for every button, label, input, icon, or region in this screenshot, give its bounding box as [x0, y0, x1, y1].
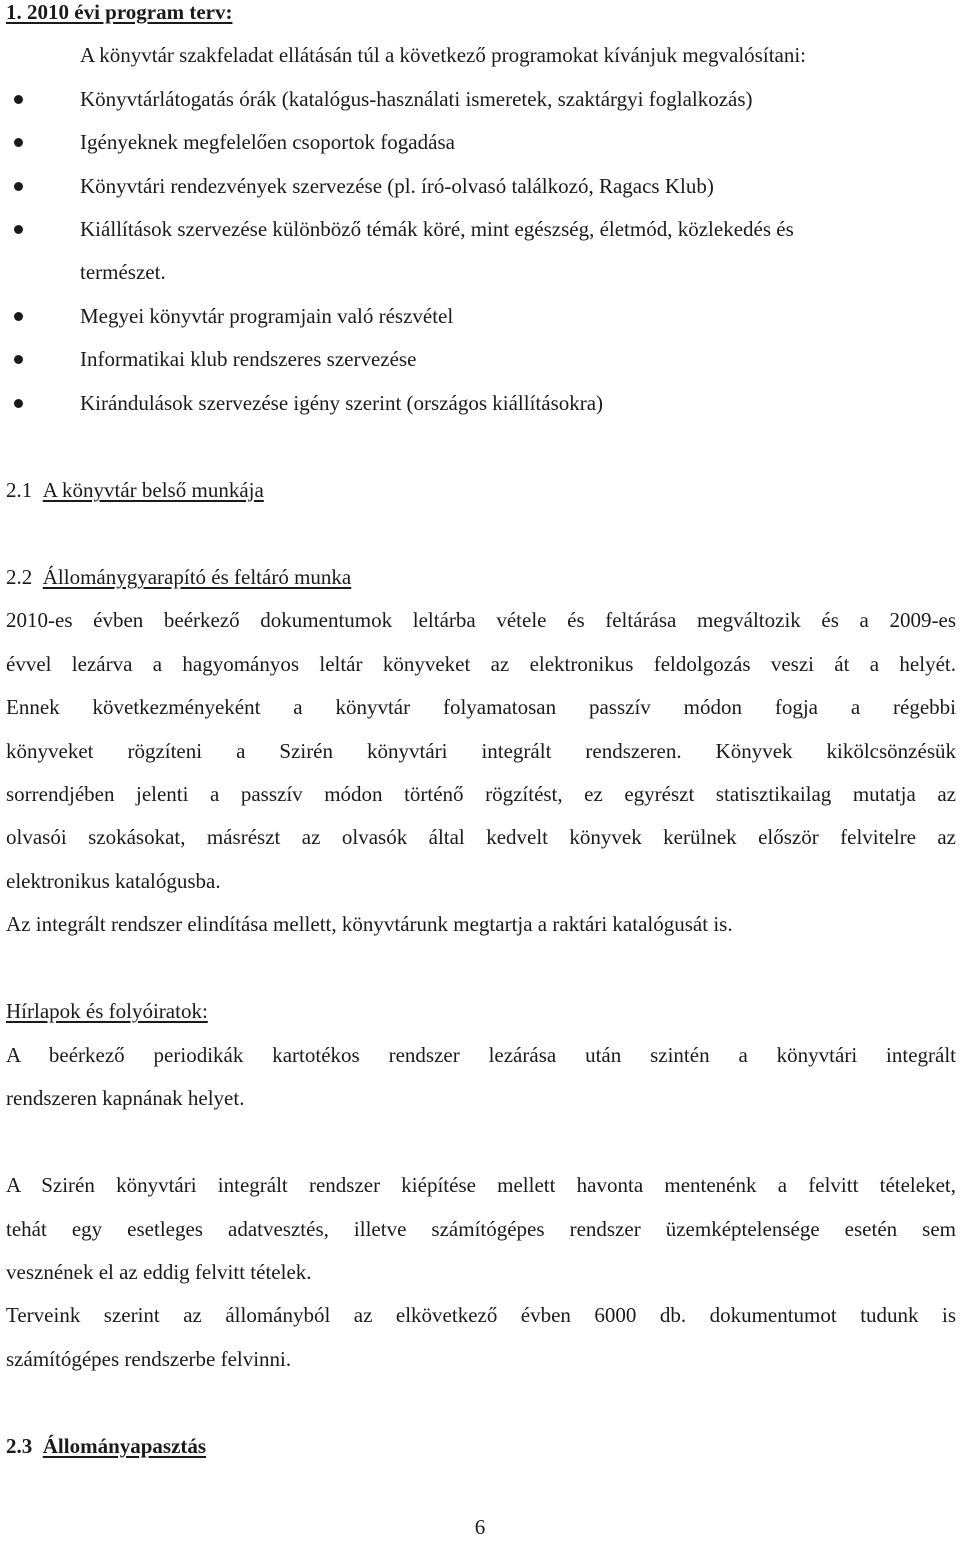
bullet-text-continuation: természet.	[80, 260, 166, 284]
bullet-text: Informatikai klub rendszeres szervezése	[80, 347, 417, 371]
paragraph-line: sorrendjében jelenti a passzív módon történő rögzítést, ez egyrészt statisztikailag mutatja az	[6, 782, 956, 806]
bullet-dot-icon	[14, 225, 23, 234]
section-2-3-heading: 2.3 Állományapasztás	[6, 1434, 207, 1458]
section-2-1-heading: 2.1 A könyvtár belső munkája	[6, 478, 264, 502]
bullet-dot-icon	[14, 312, 23, 321]
bullet-text: Igényeknek megfelelően csoportok fogadása	[80, 130, 455, 154]
paragraph-line: elektronikus katalógusba.	[6, 869, 221, 893]
intro-text: A könyvtár szakfeladat ellátásán túl a következő programokat kívánjuk megvalósítani:	[80, 43, 807, 67]
paragraph-line: számítógépes rendszerbe felvinni.	[6, 1347, 292, 1371]
paragraph-text: Az integrált rendszer elindítása mellett, könyvtárunk megtartja a raktári katalógusát is.	[6, 912, 733, 936]
section-2-2-heading: 2.2 Állománygyarapító és feltáró munka	[6, 565, 352, 589]
bullet-text: Könyvtárlátogatás órák (katalógus-használati ismeretek, szaktárgyi foglalkozás)	[80, 87, 753, 111]
bullet-dot-icon	[14, 399, 23, 408]
section-1-heading: 1. 2010 évi program terv:	[6, 0, 233, 24]
paragraph-line: A Szirén könyvtári integrált rendszer kiépítése mellett havonta mentenénk a felvitt tételeket,	[6, 1173, 956, 1197]
bullet-text: Kiállítások szervezése különböző témák köré, mint egészség, életmód, közlekedés és	[80, 217, 794, 241]
bullet-text: Megyei könyvtár programjain való részvétel	[80, 304, 454, 328]
bullet-text: Könyvtári rendezvények szervezése (pl. író-olvasó találkozó, Ragacs Klub)	[80, 174, 714, 198]
paragraph-line: vesznének el az eddig felvitt tételek.	[6, 1260, 312, 1284]
paragraph-line: évvel lezárva a hagyományos leltár könyveket az elektronikus feldolgozás veszi át a helyét.	[6, 652, 956, 676]
paragraph-line: tehát egy esetleges adatvesztés, illetve számítógépes rendszer üzemképtelensége esetén sem	[6, 1217, 956, 1241]
paragraph-line: olvasói szokásokat, másrészt az olvasók által kedvelt könyvek kerülnek először felvitelre az	[6, 825, 956, 849]
paragraph-line: A beérkező periodikák kartotékos rendszer lezárása után szintén a könyvtári integrált	[6, 1043, 956, 1067]
bullet-text: Kirándulások szervezése igény szerint (országos kiállításokra)	[80, 391, 604, 415]
bullet-dot-icon	[14, 182, 23, 191]
paragraph-line: könyveket rögzíteni a Szirén könyvtári integrált rendszeren. Könyvek kikölcsönzésük	[6, 739, 956, 763]
paragraph-line: 2010-es évben beérkező dokumentumok leltárba vétele és feltárása megváltozik és a 2009-es	[6, 608, 956, 632]
paragraph-line: Terveink szerint az állományból az elkövetkező évben 6000 db. dokumentumot tudunk is	[6, 1303, 956, 1327]
bullet-dot-icon	[14, 95, 23, 104]
bullet-dot-icon	[14, 355, 23, 364]
periodicals-heading: Hírlapok és folyóiratok:	[6, 999, 208, 1023]
page-number: 6	[474, 1515, 486, 1539]
paragraph-line: Ennek következményeként a könyvtár folyamatosan passzív módon fogja a régebbi	[6, 695, 956, 719]
paragraph-line: rendszeren kapnának helyet.	[6, 1086, 245, 1110]
bullet-dot-icon	[14, 138, 23, 147]
